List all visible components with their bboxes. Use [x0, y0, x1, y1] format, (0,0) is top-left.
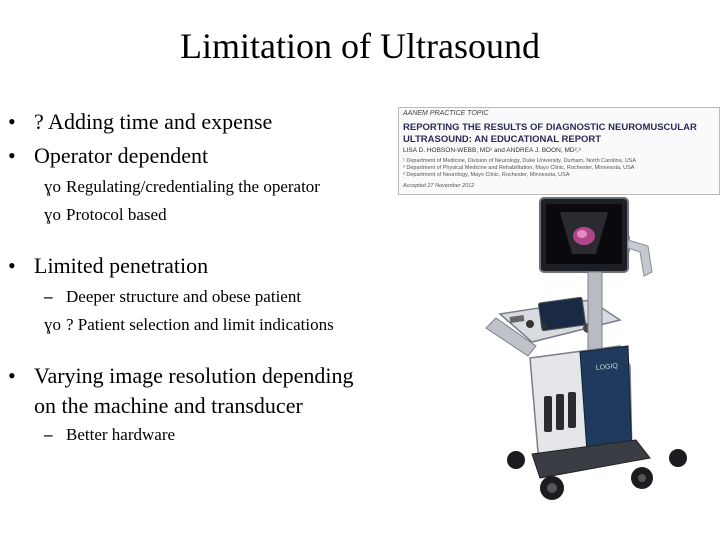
subbullet-text: Deeper structure and obese patient [66, 287, 302, 306]
article-heading-line1: REPORTING THE RESULTS OF DIAGNOSTIC NEUROMUSCULAR [403, 122, 697, 133]
article-affiliations [403, 158, 636, 179]
bullet-marker: • [8, 143, 16, 168]
bullet-image-resolution [8, 362, 354, 390]
bullet-text: Varying image resolution depending [34, 363, 354, 388]
subbullet-patient-selection [44, 314, 334, 336]
subbullet-deeper-structure [44, 286, 301, 308]
subbullet-marker: ɣo [44, 315, 61, 334]
subbullet-text: Protocol based [66, 205, 167, 224]
article-accepted-date: Accepted 27 November 2012 [403, 183, 475, 189]
subbullet-marker: ɣo [44, 177, 61, 196]
bullet-text: Limited penetration [34, 253, 209, 278]
bullet-time-expense [8, 108, 272, 136]
article-heading-line2: ULTRASOUND: AN EDUCATIONAL REPORT [403, 134, 602, 145]
bullet-operator-dependent [8, 142, 208, 170]
subbullet-protocol [44, 204, 167, 226]
bullet-marker: • [8, 363, 16, 388]
bullet-text: ? Adding time and expense [34, 109, 273, 134]
subbullet-marker: ɣo [44, 205, 61, 224]
subbullet-text: ? Patient selection and limit indications [66, 315, 334, 334]
bullet-marker: • [8, 109, 16, 134]
subbullet-regulating [44, 176, 320, 198]
article-authors: LISA D. HOBSON-WEBB, MD¹ and ANDREA J. BOON, MD²,³ [403, 147, 581, 154]
subbullet-text: Regulating/credentialing the operator [66, 177, 320, 196]
article-tag: AANEM PRACTICE TOPIC [403, 110, 489, 117]
bullet-image-resolution-cont: on the machine and transducer [34, 393, 303, 418]
subbullet-better-hardware [44, 424, 175, 446]
bullet-text: Operator dependent [34, 143, 209, 168]
machine-brand-label: LOGIQ [595, 362, 619, 372]
bullet-limited-penetration [8, 252, 208, 280]
article-thumbnail [398, 107, 720, 195]
article-heading [403, 122, 697, 146]
subbullet-dash: – [44, 287, 53, 306]
ultrasound-machine-image [470, 196, 710, 512]
slide-title: Limitation of Ultrasound [180, 26, 540, 66]
bullet-marker: • [8, 253, 16, 278]
subbullet-text: Better hardware [66, 425, 176, 444]
article-affiliation: ¹ Department of Medicine, Division of Neurology, Duke University, Durham, North Carolina, USA [403, 158, 637, 164]
article-affiliation: ³ Department of Neurology, Mayo Clinic, Rochester, Minnesota, USA [403, 172, 570, 178]
article-affiliation: ² Department of Physical Medicine and Rehabilitation, Mayo Clinic, Rochester, Minnesota, USA [403, 165, 635, 171]
subbullet-dash: – [44, 425, 53, 444]
